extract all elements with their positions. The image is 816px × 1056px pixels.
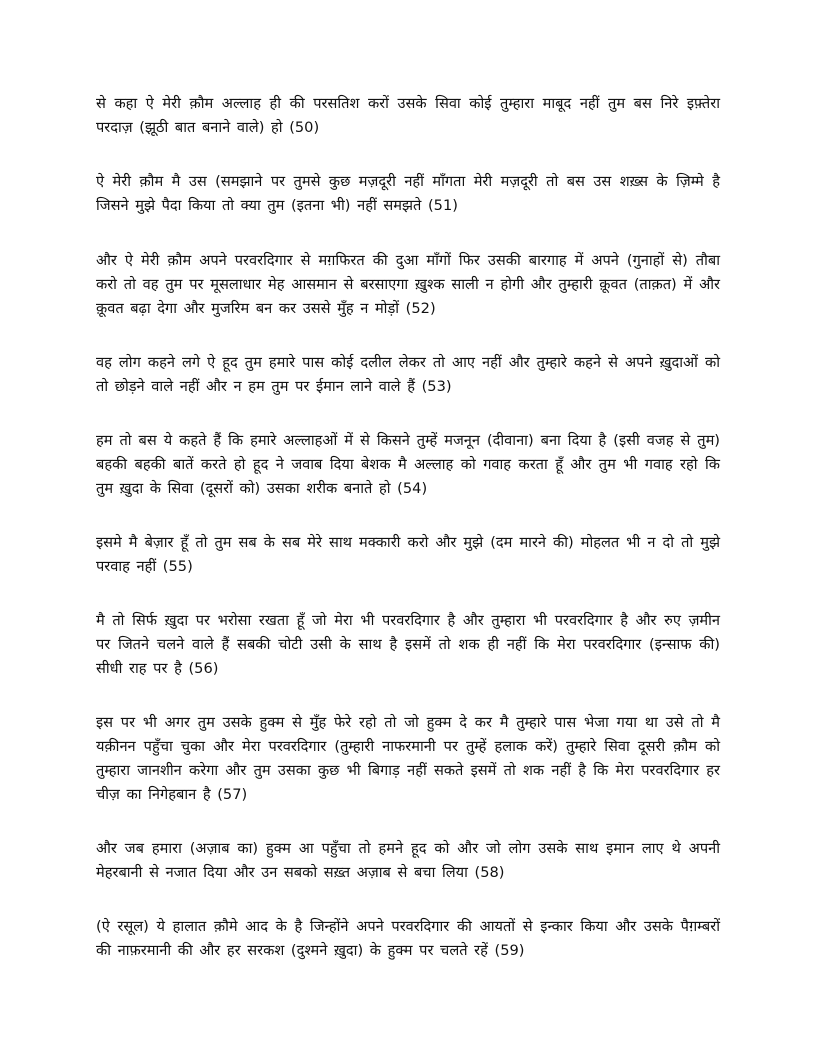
verse-53: वह लोग कहने लगे ऐ हूद तुम हमारे पास कोई दलील लेकर तो आए नहीं और तुम्हारे कहने से अपने ख़ुदाओं को तो छोड़ने वाले नहीं और न हम तुम पर ईमान लाने वाले हैं (53): [96, 354, 720, 395]
verse-56: मै तो सिर्फ ख़ुदा पर भरोसा रखता हूँ जो मेरा भी परवरदिगार है और तुम्हारा भी परवरदिगार है और रुए ज़मीन पर जितने चलने वाले हैं सबकी चोटी उसी के साथ है इसमें तो शक ही नहीं कि मेरा परवरदिगार (इन्साफ की) सीधी राह पर है (56): [96, 612, 720, 677]
verse-51: ऐ मेरी क़ौम मै उस (समझाने पर तुमसे कुछ मज़दूरी नहीं माँगता मेरी मज़दूरी तो बस उस शख़्स के ज़िम्मे है जिसने मुझे पैदा किया तो क्या तुम (इतना भी) नहीं समझते (51): [96, 173, 720, 214]
verse-52: और ऐ मेरी क़ौम अपने परवरदिगार से मग़फिरत की दुआ माँगों फिर उसकी बारगाह में अपने (गुनाहों से) तौबा करो तो वह तुम पर मूसलाधार मेह आसमान से बरसाएगा ख़ुश्क साली न होगी और तुम्हारी क़ूवत (ताक़त) में और क़ूवत बढ़ा देगा और मुजरिम बन कर उससे मुँह न मोड़ों (52): [96, 252, 720, 317]
verse-54: हम तो बस ये कहते हैं कि हमारे अल्लाहओं में से किसने तुम्हें मजनून (दीवाना) बना दिया है (इसी वजह से तुम) बहकी बहकी बातें करते हो हूद ने जवाब दिया बेशक मै अल्लाह को गवाह करता हूँ और तुम भी गवाह रहो कि तुम ख़ुदा के सिवा (दूसरों को) उसका शरीक बनाते हो (54): [96, 432, 720, 497]
verse-58: और जब हमारा (अज़ाब का) हुक्म आ पहुँचा तो हमने हूद को और जो लोग उसके साथ इमान लाए थे अपनी मेहरबानी से नजात दिया और उन सबको सख़्त अज़ाब से बचा लिया (58): [96, 840, 721, 881]
document-page: [96, 92, 720, 993]
verse-57: इस पर भी अगर तुम उसके हुक्म से मुँह फेरे रहो तो जो हुक्म दे कर मै तुम्हारे पास भेजा गया था उसे तो मै यक़ीनन पहुँचा चुका और मेरा परवरदिगार (तुम्हारी नाफरमानी पर तुम्हें हलाक करें) तुम्हारे सिवा दूसरी क़ौम को तुम्हारा जानशीन करेगा और तुम उसका कुछ भी बिगाड़ नहीं सकते इसमें तो शक नहीं है कि मेरा परवरदिगार हर चीज़ का निगेहबान है (57): [96, 714, 720, 803]
verse-50: से कहा ऐ मेरी क़ौम अल्लाह ही की परसतिश करों उसके सिवा कोई तुम्हारा माबूद नहीं तुम बस निरे इफ़्तेरा परदाज़ (झूठी बात बनाने वाले) हो (50): [96, 95, 720, 136]
verse-59: (ऐ रसूल) ये हालात क़ौमे आद के है जिन्होंने अपने परवरदिगार की आयतों से इन्कार किया और उसके पैग़म्बरों की नाफ़रमानी की और हर सरकश (दुश्मने ख़ुदा) के हुक्म पर चलते रहें (59): [96, 918, 720, 959]
verse-55: इसमे मै बेज़ार हूँ तो तुम सब के सब मेरे साथ मक्कारी करो और मुझे (दम मारने की) मोहलत भी न दो तो मुझे परवाह नहीं (55): [96, 534, 720, 575]
